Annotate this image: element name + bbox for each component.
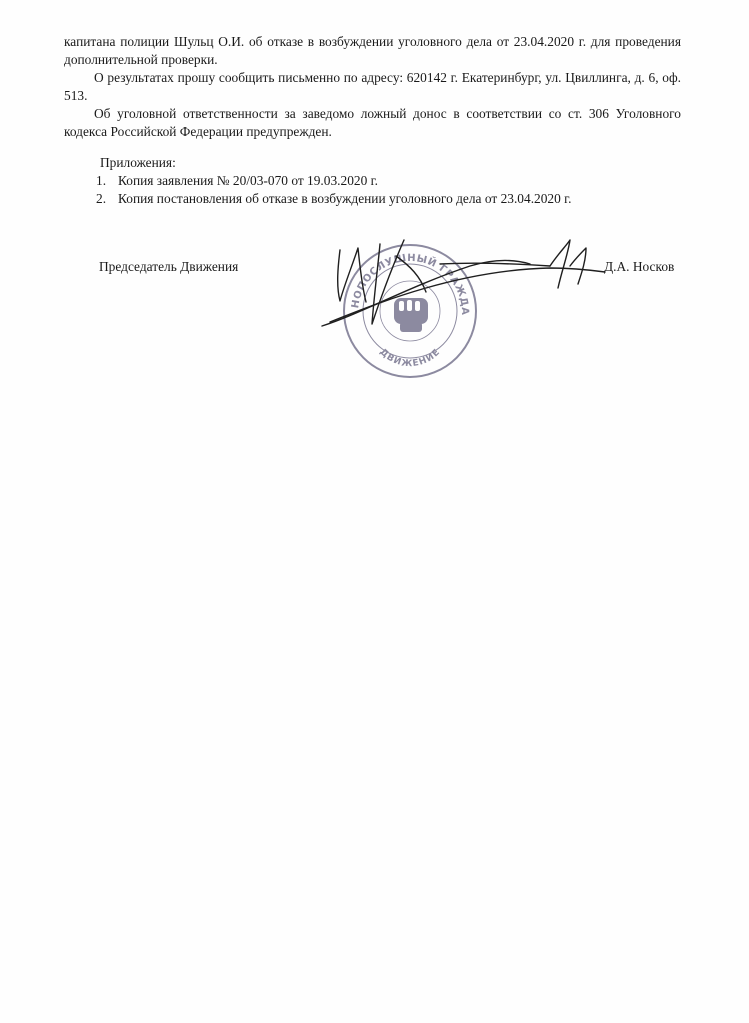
appendix-title: Приложения: — [100, 155, 176, 170]
signatory-role: Председатель Движения — [99, 259, 239, 274]
fist-icon — [394, 298, 428, 332]
appendix-item-text: Копия постановления об отказе в возбуждении уголовного дела от 23.04.2020 г. — [118, 191, 572, 206]
stamp — [295, 218, 476, 377]
stamp-top-text: ЗАКОНОПОСЛУШНЫЙ ГРАЖДАНИН — [295, 218, 471, 316]
appendix-list — [96, 172, 686, 208]
letter-body — [64, 33, 681, 141]
appendix-item — [96, 172, 686, 190]
appendix-item-number: 1. — [96, 173, 107, 188]
signatory-name: Д.А. Носков — [604, 259, 675, 274]
seal-and-signature-graphic — [295, 218, 630, 391]
paragraph-continuation: капитана полиции Шульц О.И. об отказе в возбуждении уголовного дела от 23.04.2020 г. для проведения дополнительной проверки. — [64, 34, 681, 67]
appendix-item-number: 2. — [96, 191, 107, 206]
appendix-item-text: Копия заявления № 20/03-070 от 19.03.2020 г. — [118, 173, 378, 188]
appendix-item — [96, 190, 686, 208]
paragraph-reply-address: О результатах прошу сообщить письменно по адресу: 620142 г. Екатеринбург, ул. Цвиллинга, д. 6, оф. 513. — [64, 70, 681, 103]
paragraph-liability-warning: Об уголовной ответственности за заведомо ложный донос в соответствии со ст. 306 Уголовного кодекса Российской Федерации предупрежден. — [64, 106, 681, 139]
stamp-bottom-text: ДВИЖЕНИЕ — [377, 347, 443, 370]
appendix-block — [96, 154, 686, 208]
